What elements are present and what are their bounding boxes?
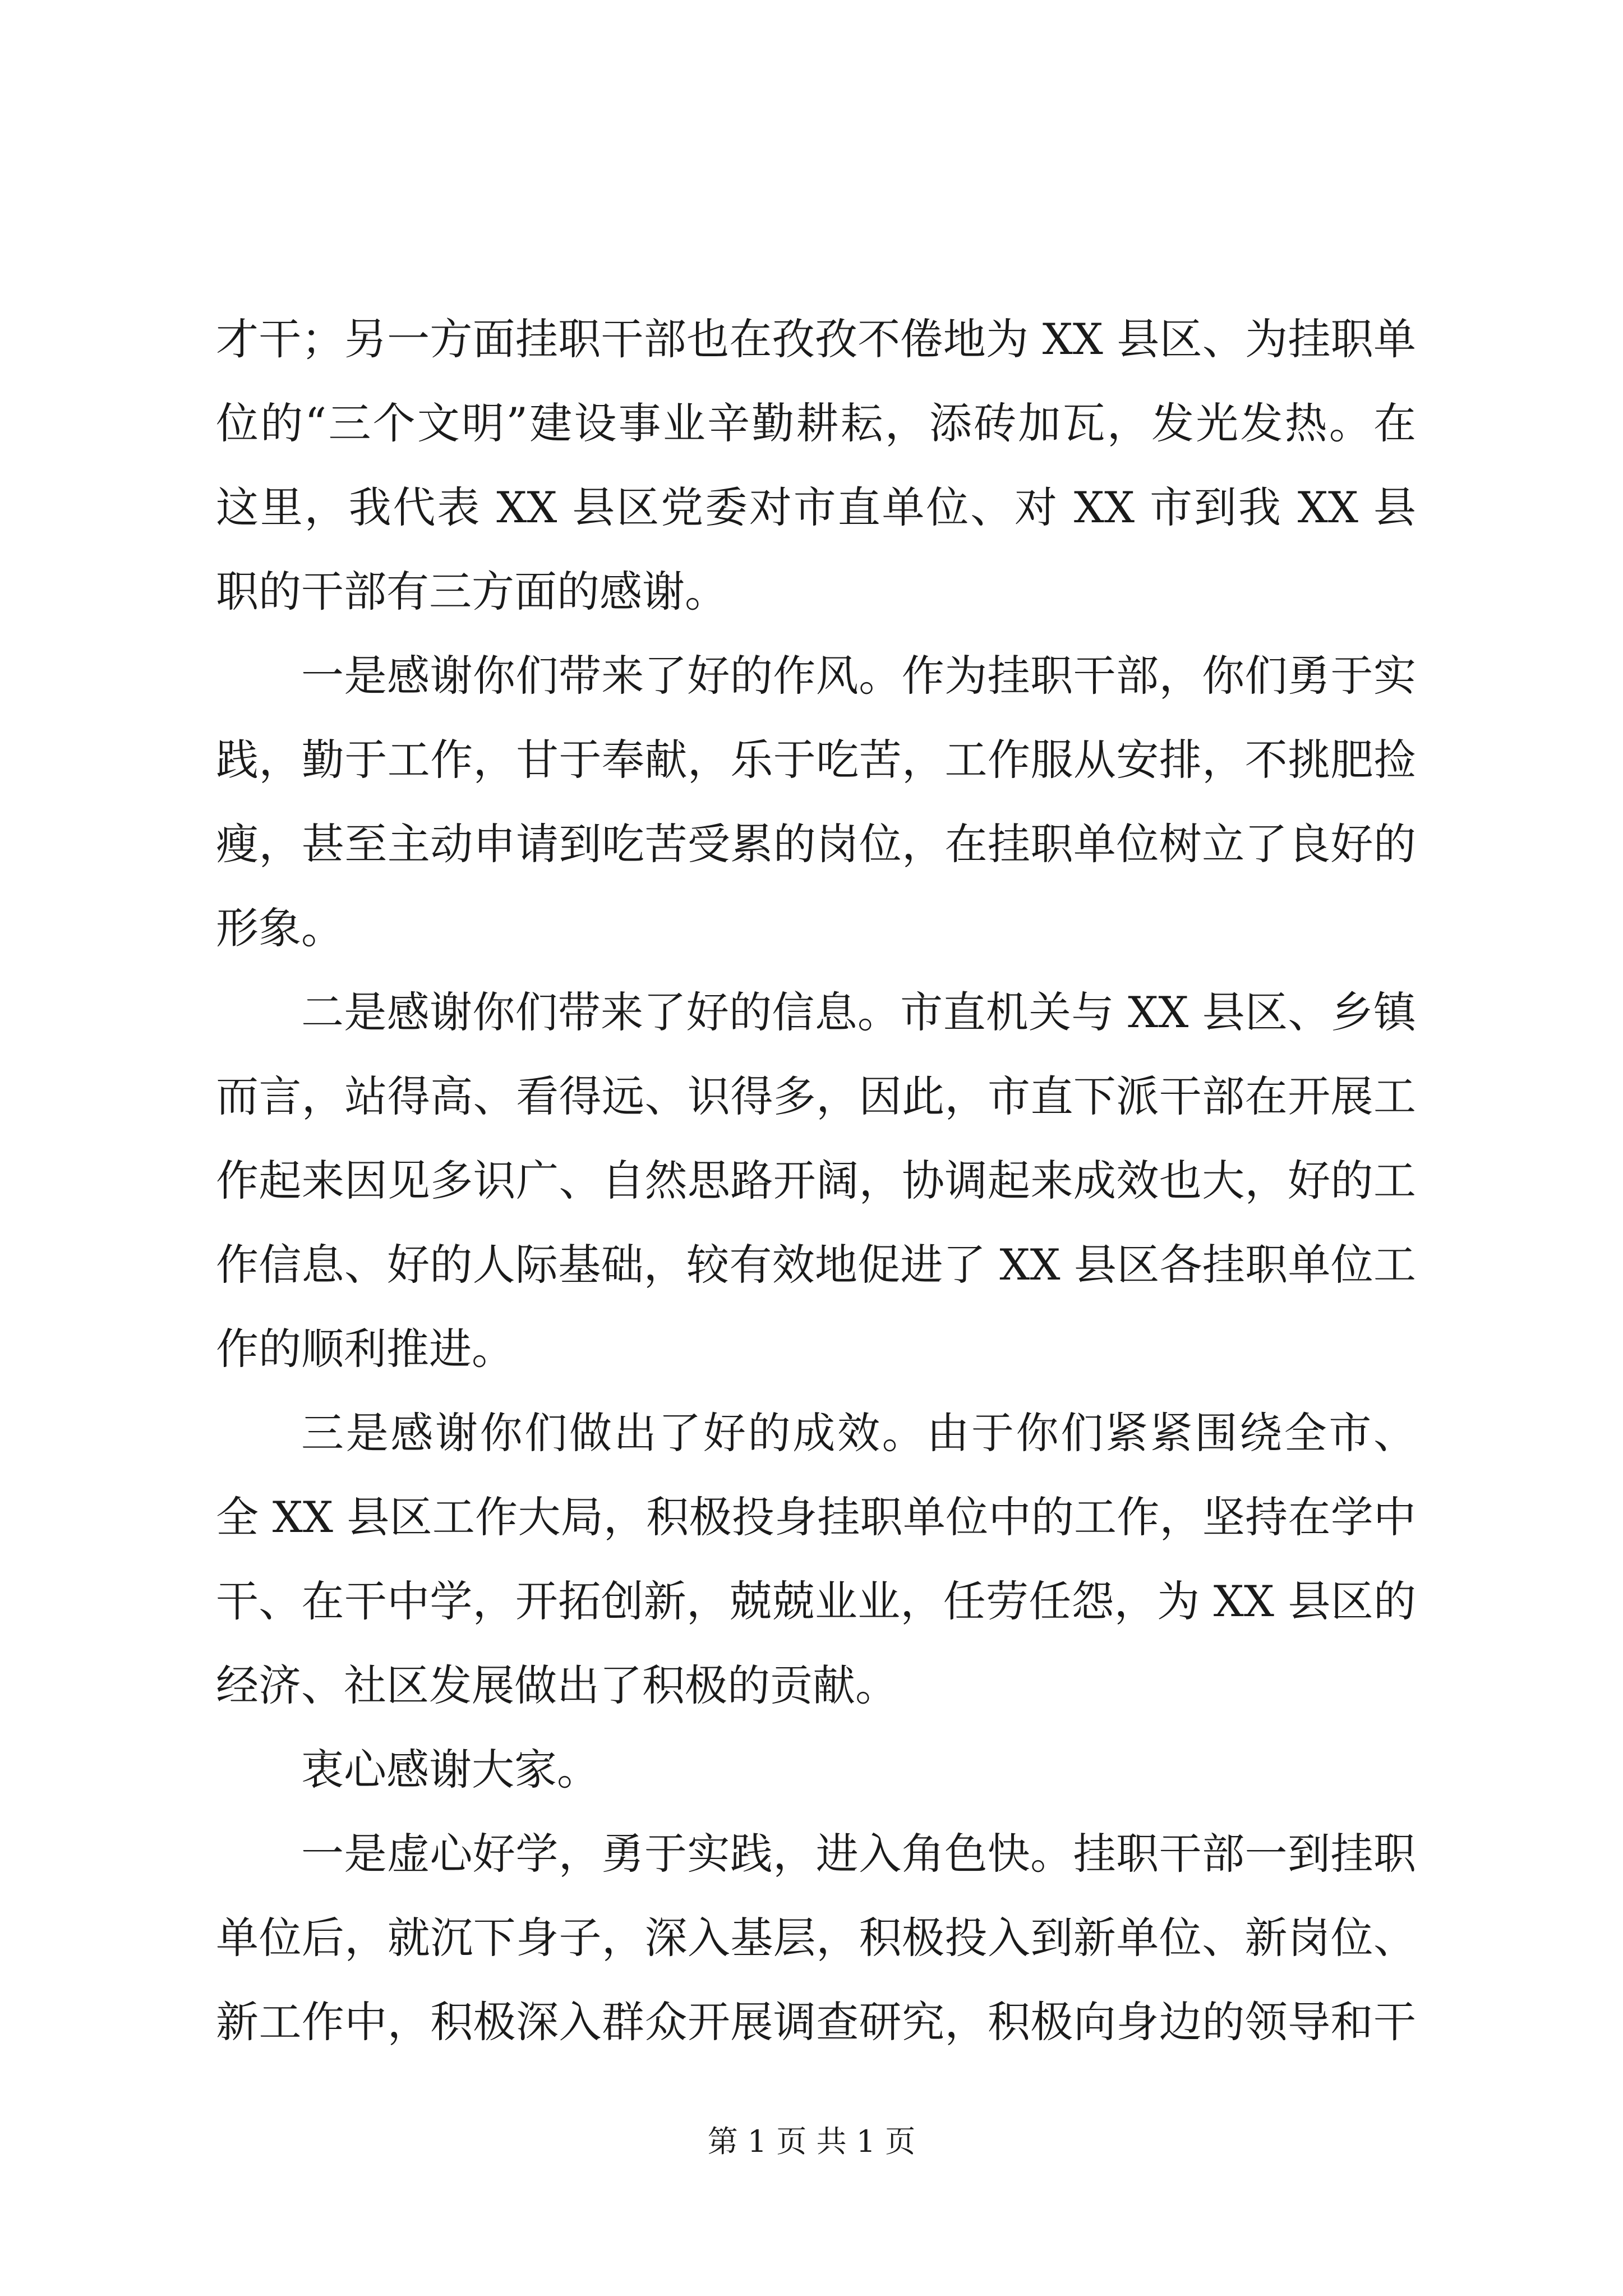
text-line: 一是虚心好学，勇于实践，进入角色快。挂职干部一到挂职: [301, 1829, 1416, 1879]
text-line: 作的顺利推进。: [216, 1324, 514, 1374]
text-line: 三是感谢你们做出了好的成效。由于你们紧紧围绕全市、: [301, 1408, 1416, 1458]
text-line: 一是感谢你们带来了好的作风。作为挂职干部，你们勇于实: [301, 651, 1416, 701]
text-line: 形象。: [216, 903, 344, 953]
text-line: 而言，站得高、看得远、识得多，因此，市直下派干部在开展工: [216, 1071, 1416, 1121]
text-line: 位的“三个文明”建设事业辛勤耕耘，添砖加瓦，发光发热。在: [216, 398, 1416, 448]
text-line: 干、在干中学，开拓创新，兢兢业业，任劳任怨，为 XX 县区的: [216, 1576, 1416, 1626]
text-line: 职的干部有三方面的感谢。: [216, 567, 727, 616]
text-line: 作起来因见多识广、自然思路开阔，协调起来成效也大，好的工: [216, 1156, 1416, 1205]
page-footer: 第 1 页 共 1 页: [707, 2124, 916, 2159]
text-line: 瘦，甚至主动申请到吃苦受累的岗位，在挂职单位树立了良好的: [216, 819, 1416, 869]
text-line: 单位后，就沉下身子，深入基层，积极投入到新单位、新岗位、: [216, 1913, 1416, 1963]
text-line: 才干；另一方面挂职干部也在孜孜不倦地为 XX 县区、为挂职单: [216, 314, 1416, 364]
text-line: 作信息、好的人际基础，较有效地促进了 XX 县区各挂职单位工: [216, 1240, 1416, 1290]
text-line: 二是感谢你们带来了好的信息。市直机关与 XX 县区、乡镇: [301, 987, 1416, 1037]
text-line: 这里，我代表 XX 县区党委对市直单位、对 XX 市到我 XX 县: [216, 482, 1416, 532]
body-text: [216, 297, 1416, 2064]
text-line: 新工作中，积极深入群众开展调查研究，积极向身边的领导和干: [216, 1997, 1416, 2047]
text-line: 全 XX 县区工作大局，积极投身挂职单位中的工作，坚持在学中: [216, 1492, 1416, 1542]
text-line: 践，勤于工作，甘于奉献，乐于吃苦，工作服从安排，不挑肥捡: [216, 735, 1416, 785]
text-line: 衷心感谢大家。: [301, 1745, 600, 1795]
text-line: 经济、社区发展做出了积极的贡献。: [216, 1660, 898, 1710]
